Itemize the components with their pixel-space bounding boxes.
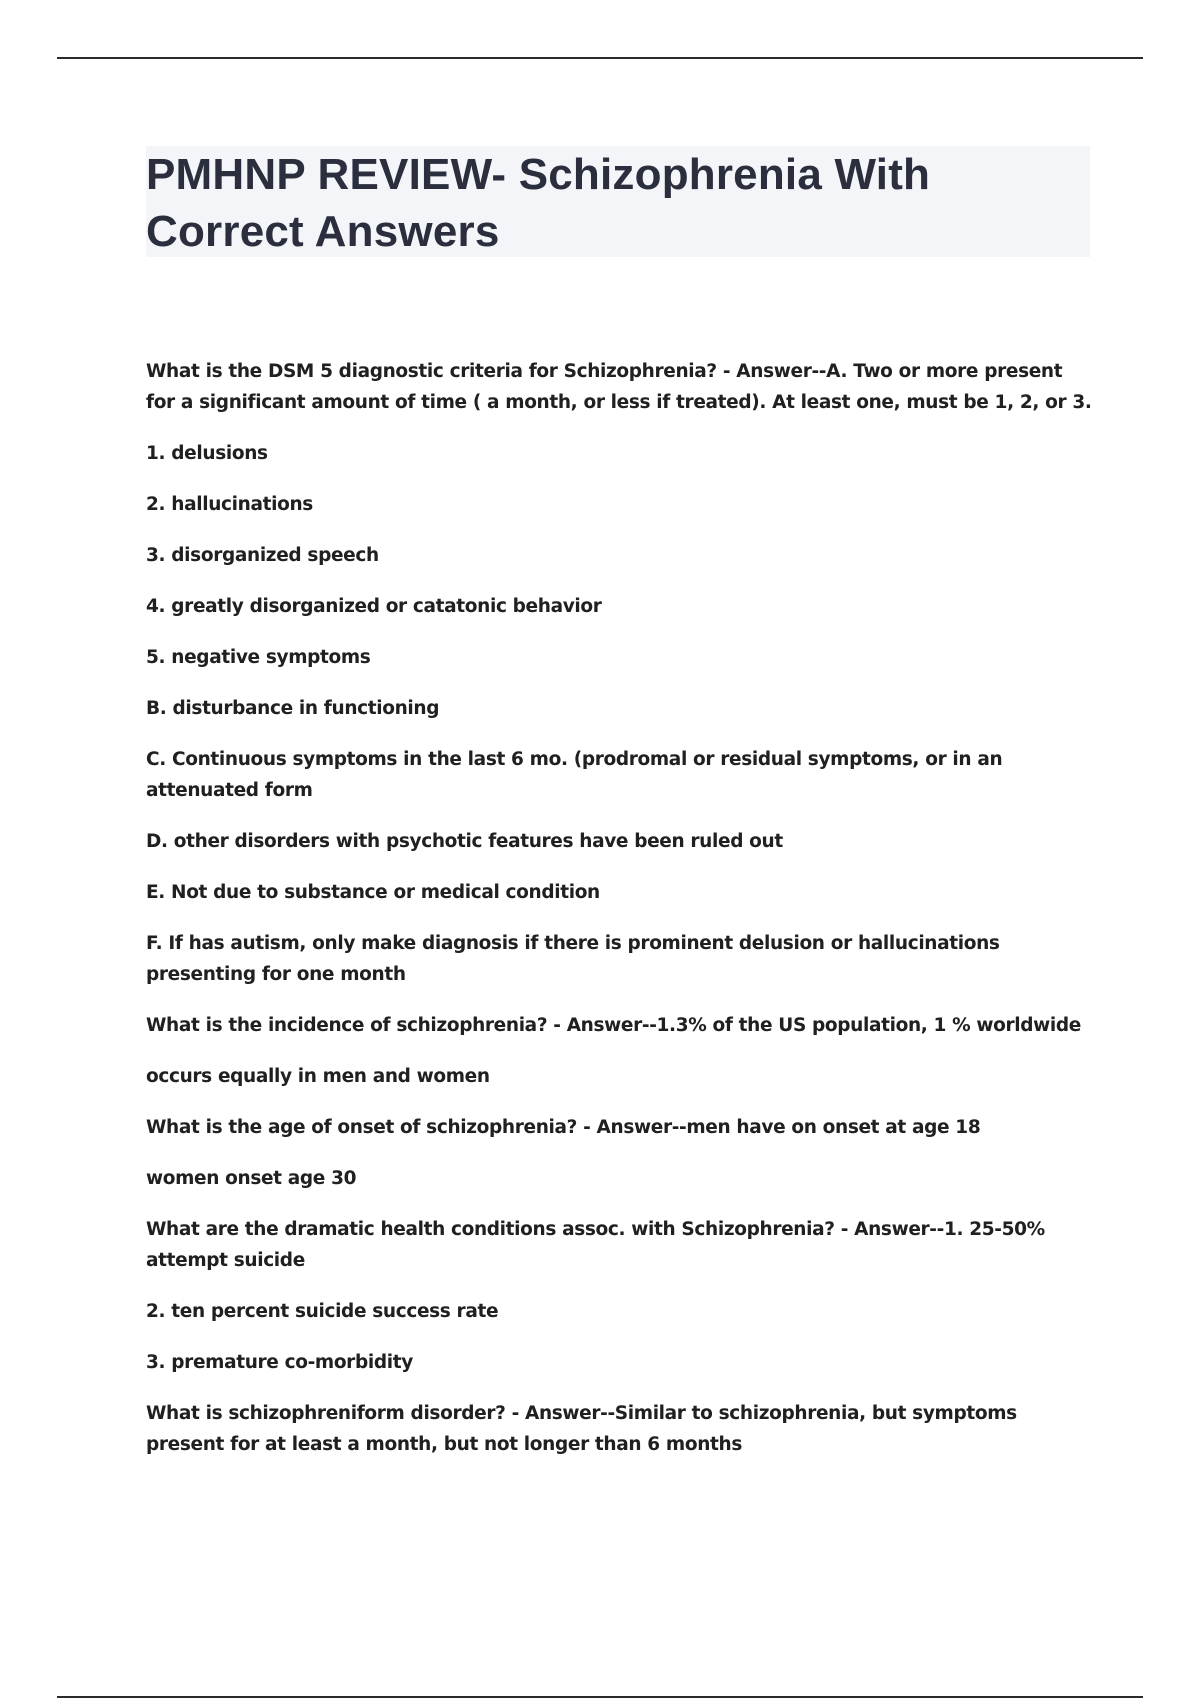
page-title: PMHNP REVIEW- Schizophrenia With Correct Answers (146, 150, 931, 256)
answer-continuation: 3. premature co-morbidity (146, 1352, 413, 1373)
title-block (146, 146, 1090, 257)
list-item: 3. disorganized speech (146, 545, 379, 566)
qa-paragraph: What are the dramatic health conditions assoc. with Schizophrenia? - Answer--1. 25-50% attempt suicide (146, 1219, 1045, 1271)
answer-continuation: occurs equally in men and women (146, 1066, 490, 1087)
list-item: 4. greatly disorganized or catatonic behavior (146, 596, 602, 617)
qa-paragraph: What is the age of onset of schizophrenia? - Answer--men have on onset at age 18 (146, 1117, 981, 1138)
qa-paragraph: What is schizophreniform disorder? - Answer--Similar to schizophrenia, but symptoms present for at least a month, but not longer than 6 months (146, 1403, 1017, 1455)
list-item: 1. delusions (146, 443, 268, 464)
qa-paragraph: What is the DSM 5 diagnostic criteria for Schizophrenia? - Answer--A. Two or more present for a significant amount of time ( a month, or less if treated). At least one, must be 1, 2, or 3. (146, 361, 1092, 413)
list-item: E. Not due to substance or medical condition (146, 882, 600, 903)
answer-continuation: women onset age 30 (146, 1168, 357, 1189)
list-item: F. If has autism, only make diagnosis if there is prominent delusion or hallucinations presenting for one month (146, 933, 1000, 985)
list-item: C. Continuous symptoms in the last 6 mo. (prodromal or residual symptoms, or in an attenuated form (146, 749, 1003, 801)
document-body (146, 356, 1096, 1460)
list-item: B. disturbance in functioning (146, 698, 440, 719)
bottom-divider (57, 1696, 1143, 1698)
top-divider (57, 57, 1143, 59)
list-item: 5. negative symptoms (146, 647, 371, 668)
list-item: D. other disorders with psychotic features have been ruled out (146, 831, 783, 852)
answer-continuation: 2. ten percent suicide success rate (146, 1301, 499, 1322)
qa-paragraph: What is the incidence of schizophrenia? - Answer--1.3% of the US population, 1 % worldwide (146, 1015, 1082, 1036)
list-item: 2. hallucinations (146, 494, 313, 515)
